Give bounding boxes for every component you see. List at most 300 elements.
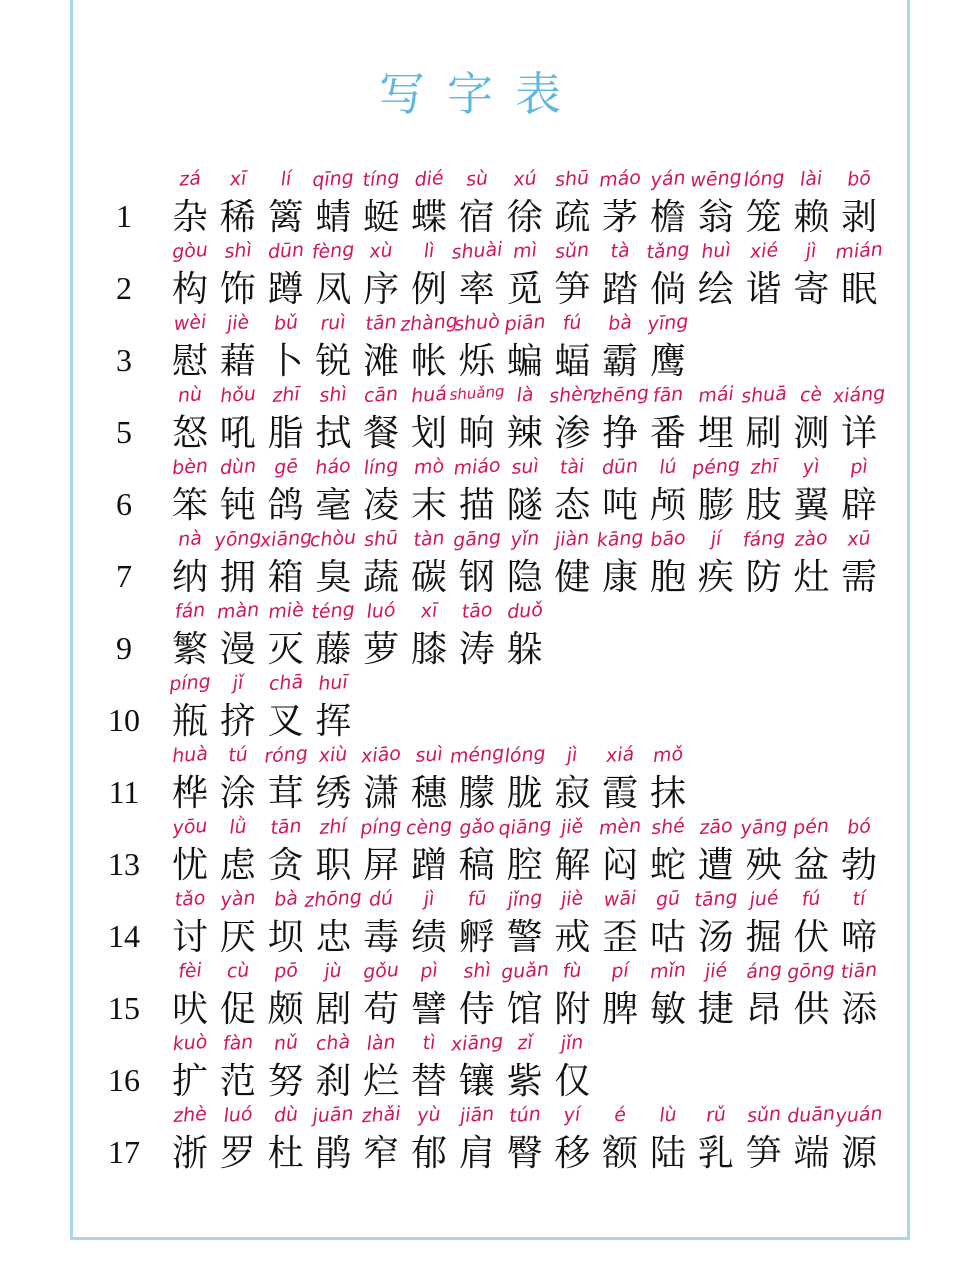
chinese-character: 鸽 bbox=[267, 485, 304, 526]
handwritten-pinyin: là bbox=[515, 383, 534, 407]
chinese-character: 蹭 bbox=[410, 845, 447, 886]
character-cell bbox=[405, 240, 453, 312]
handwritten-pinyin: fán bbox=[174, 598, 206, 624]
handwritten-pinyin: é bbox=[613, 1103, 627, 1127]
handwritten-pinyin: tíng bbox=[362, 166, 401, 192]
handwritten-pinyin: fàn bbox=[221, 1030, 254, 1056]
character-cell bbox=[405, 960, 453, 1032]
chinese-character: 辟 bbox=[841, 485, 878, 526]
chinese-character: 鹰 bbox=[649, 341, 686, 382]
chinese-character: 笨 bbox=[171, 485, 208, 526]
chinese-character: 虑 bbox=[219, 845, 256, 886]
lesson-row bbox=[0, 600, 962, 672]
chinese-character: 勃 bbox=[841, 845, 878, 886]
character-cell bbox=[692, 1104, 740, 1176]
lesson-row bbox=[0, 312, 962, 384]
handwritten-pinyin: xié bbox=[748, 239, 779, 263]
chinese-character: 蜻 bbox=[315, 197, 352, 238]
handwritten-pinyin: xiāng bbox=[258, 526, 313, 552]
chinese-character: 臭 bbox=[315, 557, 352, 598]
character-cell bbox=[501, 600, 549, 672]
chinese-character: 饰 bbox=[219, 269, 256, 310]
lesson-row bbox=[0, 528, 962, 600]
chinese-character: 率 bbox=[458, 269, 495, 310]
chinese-character: 臀 bbox=[506, 1133, 543, 1174]
chinese-character: 颅 bbox=[649, 485, 686, 526]
handwritten-pinyin: xiāo bbox=[360, 742, 402, 768]
handwritten-pinyin: tǎo bbox=[173, 886, 207, 912]
character-cell bbox=[644, 816, 692, 888]
handwritten-pinyin: líng bbox=[363, 454, 400, 480]
chinese-character: 躲 bbox=[506, 629, 543, 670]
handwritten-pinyin: jiān bbox=[458, 1102, 495, 1128]
chinese-character: 滩 bbox=[363, 341, 400, 382]
chinese-character: 隐 bbox=[506, 557, 543, 598]
handwritten-pinyin: gāng bbox=[452, 526, 502, 552]
character-cell bbox=[405, 1032, 453, 1104]
chinese-character: 态 bbox=[554, 485, 591, 526]
chinese-character: 烁 bbox=[458, 341, 495, 382]
character-cell bbox=[453, 528, 501, 600]
chinese-character: 罗 bbox=[219, 1133, 256, 1174]
handwritten-pinyin: mǒ bbox=[652, 742, 684, 768]
chinese-character: 剧 bbox=[315, 989, 352, 1030]
chinese-character: 笋 bbox=[745, 1133, 782, 1174]
chinese-character: 吠 bbox=[171, 989, 208, 1030]
handwritten-pinyin: mái bbox=[697, 382, 735, 408]
handwritten-pinyin: cān bbox=[363, 382, 399, 408]
chinese-character: 涂 bbox=[219, 773, 256, 814]
chinese-character: 绣 bbox=[315, 773, 352, 814]
character-cell bbox=[405, 1104, 453, 1176]
handwritten-pinyin: huà bbox=[171, 742, 209, 768]
character-cell bbox=[835, 240, 883, 312]
handwritten-pinyin: dūn bbox=[601, 454, 639, 480]
chinese-character: 觅 bbox=[506, 269, 543, 310]
handwritten-pinyin: tān bbox=[364, 310, 398, 336]
handwritten-pinyin: píng bbox=[168, 670, 212, 696]
handwritten-pinyin: shū bbox=[363, 526, 399, 552]
handwritten-pinyin: fáng bbox=[741, 526, 786, 552]
handwritten-pinyin: yǐn bbox=[509, 527, 540, 551]
handwritten-pinyin: fū bbox=[466, 887, 487, 911]
character-cell bbox=[692, 456, 740, 528]
handwritten-pinyin: xiāng bbox=[449, 1030, 504, 1056]
handwritten-pinyin: qiāng bbox=[497, 814, 552, 840]
chinese-character: 笼 bbox=[745, 197, 782, 238]
chinese-character: 绩 bbox=[410, 917, 447, 958]
handwritten-pinyin: tài bbox=[559, 455, 586, 479]
character-cell bbox=[448, 742, 505, 816]
chinese-character: 郁 bbox=[410, 1133, 447, 1174]
handwritten-pinyin: bó bbox=[846, 815, 872, 839]
handwritten-pinyin: bà bbox=[272, 887, 299, 911]
chinese-character: 解 bbox=[554, 845, 591, 886]
handwritten-pinyin: luó bbox=[365, 599, 397, 623]
handwritten-pinyin: bèn bbox=[171, 454, 209, 480]
handwritten-pinyin: fān bbox=[652, 382, 684, 408]
handwritten-pinyin: pì bbox=[849, 455, 869, 479]
chinese-character: 宿 bbox=[458, 197, 495, 238]
handwritten-pinyin: fù bbox=[562, 959, 583, 983]
handwritten-pinyin: bà bbox=[607, 311, 633, 335]
character-cell bbox=[835, 1104, 883, 1176]
handwritten-pinyin: gǒu bbox=[362, 958, 400, 984]
chinese-character: 防 bbox=[745, 557, 782, 598]
handwritten-pinyin: dié bbox=[413, 167, 445, 191]
chinese-character: 吼 bbox=[219, 413, 256, 454]
handwritten-pinyin: sǔn bbox=[745, 1102, 782, 1128]
handwritten-pinyin: yù bbox=[416, 1103, 442, 1127]
handwritten-pinyin: tàn bbox=[412, 526, 446, 552]
chinese-character: 范 bbox=[219, 1061, 256, 1102]
lesson-row bbox=[0, 456, 962, 528]
handwritten-pinyin: gǎo bbox=[458, 814, 496, 840]
chinese-character: 描 bbox=[458, 485, 495, 526]
chinese-character: 健 bbox=[554, 557, 591, 598]
chinese-character: 贪 bbox=[267, 845, 304, 886]
chinese-character: 苟 bbox=[363, 989, 400, 1030]
handwritten-pinyin: gū bbox=[655, 887, 681, 911]
chinese-character: 胧 bbox=[506, 773, 543, 814]
handwritten-pinyin: huī bbox=[317, 671, 349, 695]
chinese-character: 戒 bbox=[554, 917, 591, 958]
character-cell bbox=[405, 744, 453, 816]
handwritten-pinyin: xiáng bbox=[832, 382, 887, 408]
chinese-character: 漫 bbox=[219, 629, 256, 670]
chinese-character: 添 bbox=[841, 989, 878, 1030]
character-cell bbox=[214, 672, 262, 744]
character-cell bbox=[309, 672, 357, 744]
handwritten-pinyin: lǜ bbox=[228, 815, 248, 839]
handwritten-pinyin: jù bbox=[323, 959, 343, 983]
handwritten-pinyin: juān bbox=[312, 1102, 355, 1128]
chinese-character: 抹 bbox=[649, 773, 686, 814]
character-cell bbox=[644, 744, 692, 816]
character-cell bbox=[214, 168, 262, 240]
handwritten-pinyin: tì bbox=[421, 1031, 437, 1055]
chinese-character: 浙 bbox=[171, 1133, 208, 1174]
handwritten-pinyin: shì bbox=[462, 959, 492, 983]
character-cell bbox=[644, 960, 692, 1032]
chinese-character: 蝠 bbox=[554, 341, 591, 382]
handwritten-pinyin: tà bbox=[609, 239, 631, 263]
chinese-character: 乳 bbox=[697, 1133, 734, 1174]
lesson-number: 11 bbox=[108, 774, 140, 810]
character-cell bbox=[835, 960, 883, 1032]
chinese-character: 蹲 bbox=[267, 269, 304, 310]
chinese-character: 膝 bbox=[410, 629, 447, 670]
handwritten-pinyin: máo bbox=[598, 166, 642, 192]
chinese-character: 拭 bbox=[315, 413, 352, 454]
chinese-character: 萝 bbox=[363, 629, 400, 670]
chinese-character: 努 bbox=[267, 1061, 304, 1102]
handwritten-pinyin: gē bbox=[272, 455, 299, 479]
chinese-character: 毒 bbox=[363, 917, 400, 958]
chinese-character: 构 bbox=[171, 269, 208, 310]
handwritten-pinyin: zhàng bbox=[399, 310, 459, 336]
handwritten-pinyin: yīng bbox=[646, 310, 690, 336]
handwritten-pinyin: lài bbox=[799, 167, 824, 191]
chinese-character: 渗 bbox=[554, 413, 591, 454]
lesson-number: 14 bbox=[108, 918, 140, 954]
handwritten-pinyin: pí bbox=[610, 959, 630, 983]
handwritten-pinyin: sǔn bbox=[554, 238, 591, 264]
chinese-character: 肩 bbox=[458, 1133, 495, 1174]
handwritten-pinyin: jǐn bbox=[560, 1031, 585, 1055]
chinese-character: 赖 bbox=[793, 197, 830, 238]
character-cell bbox=[453, 600, 501, 672]
handwritten-pinyin: róng bbox=[263, 742, 309, 768]
chinese-character: 胞 bbox=[649, 557, 686, 598]
handwritten-pinyin: làn bbox=[365, 1031, 397, 1055]
handwritten-pinyin: miáo bbox=[452, 454, 502, 480]
handwritten-pinyin: sù bbox=[465, 167, 489, 191]
handwritten-pinyin: tǎng bbox=[645, 238, 691, 264]
chinese-character: 眠 bbox=[841, 269, 878, 310]
handwritten-pinyin: bō bbox=[846, 167, 872, 191]
character-cell bbox=[644, 384, 692, 456]
chinese-character: 膨 bbox=[697, 485, 734, 526]
handwritten-pinyin: xiá bbox=[605, 743, 635, 767]
chinese-character: 叉 bbox=[267, 701, 304, 742]
chinese-character: 职 bbox=[315, 845, 352, 886]
handwritten-pinyin: téng bbox=[311, 598, 356, 624]
character-cell bbox=[453, 456, 501, 528]
handwritten-pinyin: tāng bbox=[693, 886, 739, 912]
character-cell bbox=[644, 240, 692, 312]
chinese-character: 忠 bbox=[315, 917, 352, 958]
handwritten-pinyin: cù bbox=[225, 959, 250, 983]
character-cell bbox=[453, 816, 501, 888]
lesson-row bbox=[0, 1032, 962, 1104]
chinese-character: 蛇 bbox=[649, 845, 686, 886]
chinese-character: 踏 bbox=[602, 269, 639, 310]
character-cell bbox=[214, 1032, 262, 1104]
chinese-character: 蝶 bbox=[410, 197, 447, 238]
handwritten-pinyin: zhī bbox=[271, 383, 300, 407]
chinese-character: 鹃 bbox=[315, 1133, 352, 1174]
character-cell bbox=[449, 1030, 504, 1104]
handwritten-pinyin: kuò bbox=[171, 1030, 209, 1056]
character-cell bbox=[644, 888, 692, 960]
chinese-character: 锐 bbox=[315, 341, 352, 382]
chinese-character: 纳 bbox=[171, 557, 208, 598]
handwritten-pinyin: lù bbox=[658, 1103, 678, 1127]
handwritten-pinyin: xī bbox=[228, 167, 247, 191]
handwritten-pinyin: mèn bbox=[598, 814, 643, 840]
handwritten-pinyin: áng bbox=[744, 958, 783, 984]
handwritten-pinyin: mò bbox=[413, 454, 445, 480]
handwritten-pinyin: suì bbox=[414, 743, 444, 767]
chinese-character: 烂 bbox=[363, 1061, 400, 1102]
handwritten-pinyin: yán bbox=[649, 166, 687, 192]
character-cell bbox=[835, 888, 883, 960]
handwritten-pinyin: fèi bbox=[177, 959, 203, 983]
handwritten-pinyin: gòu bbox=[171, 238, 209, 264]
character-cell bbox=[166, 384, 214, 456]
lesson-number: 9 bbox=[116, 630, 132, 666]
chinese-character: 钢 bbox=[458, 557, 495, 598]
handwritten-pinyin: nà bbox=[177, 527, 203, 551]
chinese-character: 藉 bbox=[219, 341, 256, 382]
handwritten-pinyin: chà bbox=[315, 1030, 352, 1056]
chinese-character: 灭 bbox=[267, 629, 304, 670]
chinese-character: 剥 bbox=[841, 197, 878, 238]
lesson-row bbox=[0, 816, 962, 888]
character-cell bbox=[689, 166, 743, 240]
chinese-character: 檐 bbox=[649, 197, 686, 238]
handwritten-pinyin: fú bbox=[801, 887, 822, 911]
handwritten-pinyin: xī bbox=[419, 599, 439, 623]
handwritten-pinyin: lì bbox=[422, 239, 436, 263]
lesson-number: 1 bbox=[116, 198, 132, 234]
character-cell bbox=[166, 1032, 214, 1104]
character-cell bbox=[166, 888, 214, 960]
chinese-character: 促 bbox=[219, 989, 256, 1030]
character-cell bbox=[832, 382, 887, 456]
character-cell bbox=[166, 240, 214, 312]
handwritten-pinyin: zào bbox=[794, 526, 829, 552]
handwritten-pinyin: shèn bbox=[548, 382, 596, 408]
chinese-character: 涛 bbox=[458, 629, 495, 670]
chinese-character: 凌 bbox=[363, 485, 400, 526]
chinese-character: 辣 bbox=[506, 413, 543, 454]
lesson-row bbox=[0, 240, 962, 312]
chinese-character: 供 bbox=[793, 989, 830, 1030]
handwritten-pinyin: ruì bbox=[320, 311, 347, 335]
chinese-character: 蔬 bbox=[363, 557, 400, 598]
character-cell bbox=[453, 1104, 501, 1176]
character-cell bbox=[214, 600, 262, 672]
chinese-character: 仅 bbox=[554, 1061, 591, 1102]
handwritten-pinyin: jí bbox=[709, 527, 722, 551]
character-cell bbox=[214, 960, 262, 1032]
handwritten-pinyin: suì bbox=[510, 455, 539, 479]
chinese-character: 番 bbox=[649, 413, 686, 454]
handwritten-pinyin: xù bbox=[368, 239, 394, 263]
handwritten-pinyin: wèi bbox=[173, 310, 207, 336]
character-cell bbox=[835, 528, 883, 600]
handwritten-pinyin: hǒu bbox=[219, 382, 257, 408]
chinese-character: 附 bbox=[554, 989, 591, 1030]
handwritten-pinyin: jiè bbox=[225, 311, 250, 335]
chinese-character: 谐 bbox=[745, 269, 782, 310]
lesson-row bbox=[0, 1104, 962, 1176]
handwritten-pinyin: yàn bbox=[219, 886, 256, 912]
character-cell bbox=[453, 960, 501, 1032]
handwritten-pinyin: rǔ bbox=[705, 1103, 727, 1127]
handwritten-pinyin: piān bbox=[503, 310, 546, 336]
character-cell bbox=[166, 1104, 214, 1176]
chinese-character: 汤 bbox=[697, 917, 734, 958]
handwritten-pinyin: yāng bbox=[739, 814, 788, 840]
handwritten-pinyin: shuò bbox=[453, 310, 501, 336]
chinese-character: 帐 bbox=[410, 341, 447, 382]
chinese-character: 杂 bbox=[171, 197, 208, 238]
character-cell bbox=[166, 312, 214, 384]
chinese-character: 卜 bbox=[267, 341, 304, 382]
handwritten-pinyin: pén bbox=[792, 814, 831, 840]
handwritten-pinyin: chā bbox=[267, 670, 304, 696]
character-cell bbox=[214, 456, 262, 528]
character-cell bbox=[692, 240, 740, 312]
chinese-character: 末 bbox=[410, 485, 447, 526]
chinese-character: 寂 bbox=[554, 773, 591, 814]
chinese-character: 紫 bbox=[506, 1061, 543, 1102]
handwritten-pinyin: zhōng bbox=[303, 886, 363, 912]
chinese-character: 笋 bbox=[554, 269, 591, 310]
chinese-character: 餐 bbox=[363, 413, 400, 454]
handwritten-pinyin: cèng bbox=[405, 814, 453, 840]
lesson-number: 3 bbox=[116, 342, 132, 378]
chinese-character: 额 bbox=[602, 1133, 639, 1174]
character-cell bbox=[450, 238, 503, 312]
handwritten-pinyin: guǎn bbox=[499, 958, 550, 984]
chinese-character: 啼 bbox=[841, 917, 878, 958]
handwritten-pinyin: yuán bbox=[834, 1102, 884, 1128]
character-cell bbox=[214, 312, 262, 384]
lesson-row bbox=[0, 168, 962, 240]
chinese-character: 警 bbox=[506, 917, 543, 958]
chinese-character: 蜓 bbox=[363, 197, 400, 238]
handwritten-pinyin: qīng bbox=[311, 166, 355, 192]
character-cell bbox=[692, 384, 740, 456]
chinese-character: 镶 bbox=[458, 1061, 495, 1102]
chinese-character: 扩 bbox=[171, 1061, 208, 1102]
chinese-character: 潇 bbox=[363, 773, 400, 814]
chinese-character: 倘 bbox=[649, 269, 686, 310]
chinese-character: 桦 bbox=[171, 773, 208, 814]
chinese-character: 霸 bbox=[602, 341, 639, 382]
handwritten-pinyin: nù bbox=[177, 383, 203, 407]
chinese-character: 茅 bbox=[602, 197, 639, 238]
character-cell bbox=[166, 168, 214, 240]
handwritten-pinyin: gōng bbox=[786, 958, 836, 984]
chinese-character: 埋 bbox=[697, 413, 734, 454]
character-cell bbox=[692, 888, 740, 960]
lesson-number: 7 bbox=[116, 558, 132, 594]
character-cell bbox=[405, 384, 453, 456]
chinese-character: 拥 bbox=[219, 557, 256, 598]
handwritten-pinyin: yí bbox=[563, 1103, 582, 1127]
chinese-character: 吨 bbox=[602, 485, 639, 526]
chinese-character: 疏 bbox=[554, 197, 591, 238]
character-cell bbox=[166, 456, 214, 528]
chinese-character: 霞 bbox=[602, 773, 639, 814]
chinese-character: 慰 bbox=[171, 341, 208, 382]
handwritten-pinyin: lí bbox=[279, 167, 292, 191]
handwritten-pinyin: dú bbox=[368, 887, 394, 911]
chinese-character: 源 bbox=[841, 1133, 878, 1174]
chinese-character: 腔 bbox=[506, 845, 543, 886]
lesson-number: 13 bbox=[108, 846, 140, 882]
chinese-character: 疾 bbox=[697, 557, 734, 598]
lesson-number: 6 bbox=[116, 486, 132, 522]
handwritten-pinyin: luó bbox=[222, 1103, 253, 1127]
chinese-character: 脾 bbox=[602, 989, 639, 1030]
handwritten-pinyin: mì bbox=[511, 239, 538, 263]
handwritten-pinyin: miè bbox=[267, 598, 305, 624]
character-cell bbox=[399, 310, 459, 384]
handwritten-pinyin: yōng bbox=[213, 526, 262, 552]
handwritten-pinyin: zāo bbox=[698, 814, 734, 840]
handwritten-pinyin: jì bbox=[805, 239, 818, 263]
lesson-row bbox=[0, 888, 962, 960]
handwritten-pinyin: shì bbox=[223, 239, 253, 263]
handwritten-pinyin: háo bbox=[315, 454, 352, 480]
character-cell bbox=[405, 528, 453, 600]
